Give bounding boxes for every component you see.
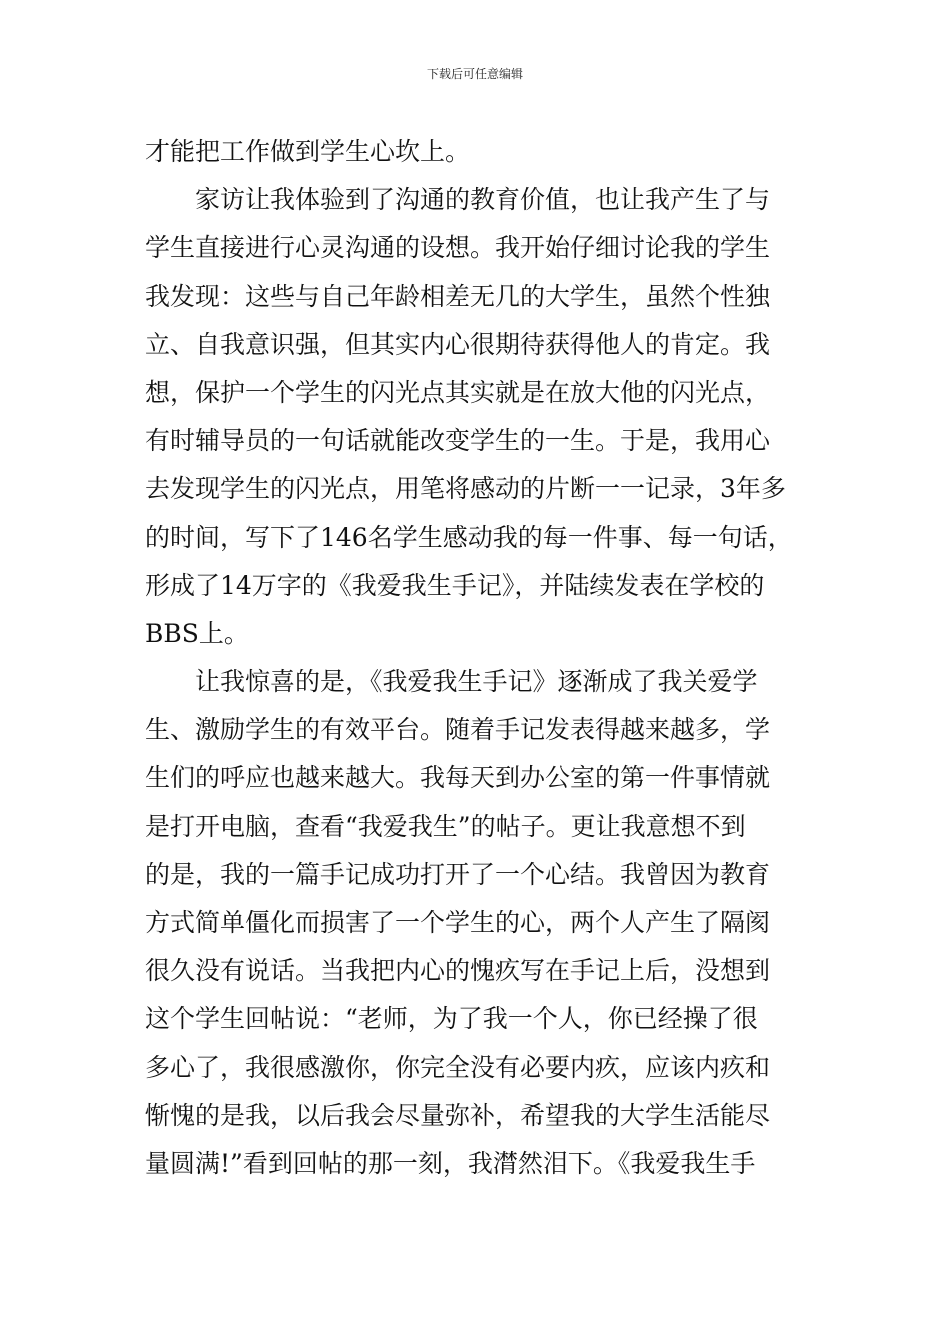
paragraph [145, 658, 815, 1188]
text-line: 去发现学生的闪光点，用笔将感动的片断一一记录，3年多 [145, 474, 786, 504]
text-line: 生们的呼应也越来越大。我每天到办公室的第一件事情就 [145, 763, 771, 793]
text-line: 想，保护一个学生的闪光点其实就是在放大他的闪光点， [145, 377, 771, 407]
text-line: 立、自我意识强，但其实内心很期待获得他人的肯定。我 [145, 329, 771, 359]
text-line: 量圆满!”看到回帖的那一刻，我潸然泪下。《我爱我生手 [145, 1148, 756, 1178]
text-line: 有时辅导员的一句话就能改变学生的一生。于是，我用心 [145, 426, 771, 456]
text-line: BBS上。 [145, 618, 249, 648]
text-line: 我发现：这些与自己年龄相差无几的大学生，虽然个性独 [145, 281, 771, 311]
text-line: 让我惊喜的是，《我爱我生手记》逐渐成了我关爱学 [195, 667, 758, 697]
paragraph [145, 176, 815, 658]
text-line: 学生直接进行心灵沟通的设想。我开始仔细讨论我的学生 [145, 233, 771, 263]
text-line: 是打开电脑，查看“我爱我生”的帖子。更让我意想不到 [145, 811, 746, 841]
text-line: 形成了14万字的《我爱我生手记》，并陆续发表在学校的 [145, 570, 765, 600]
text-line: 家访让我体验到了沟通的教育价值，也让我产生了与 [195, 185, 771, 215]
text-line: 才能把工作做到学生心坎上。 [145, 137, 471, 166]
text-line: 方式简单僵化而损害了一个学生的心，两个人产生了隔阂 [145, 908, 771, 937]
text-line: 惭愧的是我，以后我会尽量弥补，希望我的大学生活能尽 [145, 1100, 771, 1130]
text-line: 多心了，我很感激你，你完全没有必要内疚，应该内疚和 [145, 1052, 771, 1082]
document-body [145, 128, 815, 1188]
text-line: 生、激励学生的有效平台。随着手记发表得越来越多，学 [145, 715, 771, 745]
text-line: 的是，我的一篇手记成功打开了一个心结。我曾因为教育 [145, 859, 771, 889]
text-line: 这个学生回帖说：“老师，为了我一个人，你已经操了很 [145, 1004, 758, 1034]
text-line: 的时间，写下了146名学生感动我的每一件事、每一句话， [145, 522, 793, 552]
paragraph [145, 128, 815, 176]
text-line: 很久没有说话。当我把内心的愧疚写在手记上后，没想到 [145, 956, 771, 986]
page-header: 下载后可任意编辑 [426, 67, 523, 81]
